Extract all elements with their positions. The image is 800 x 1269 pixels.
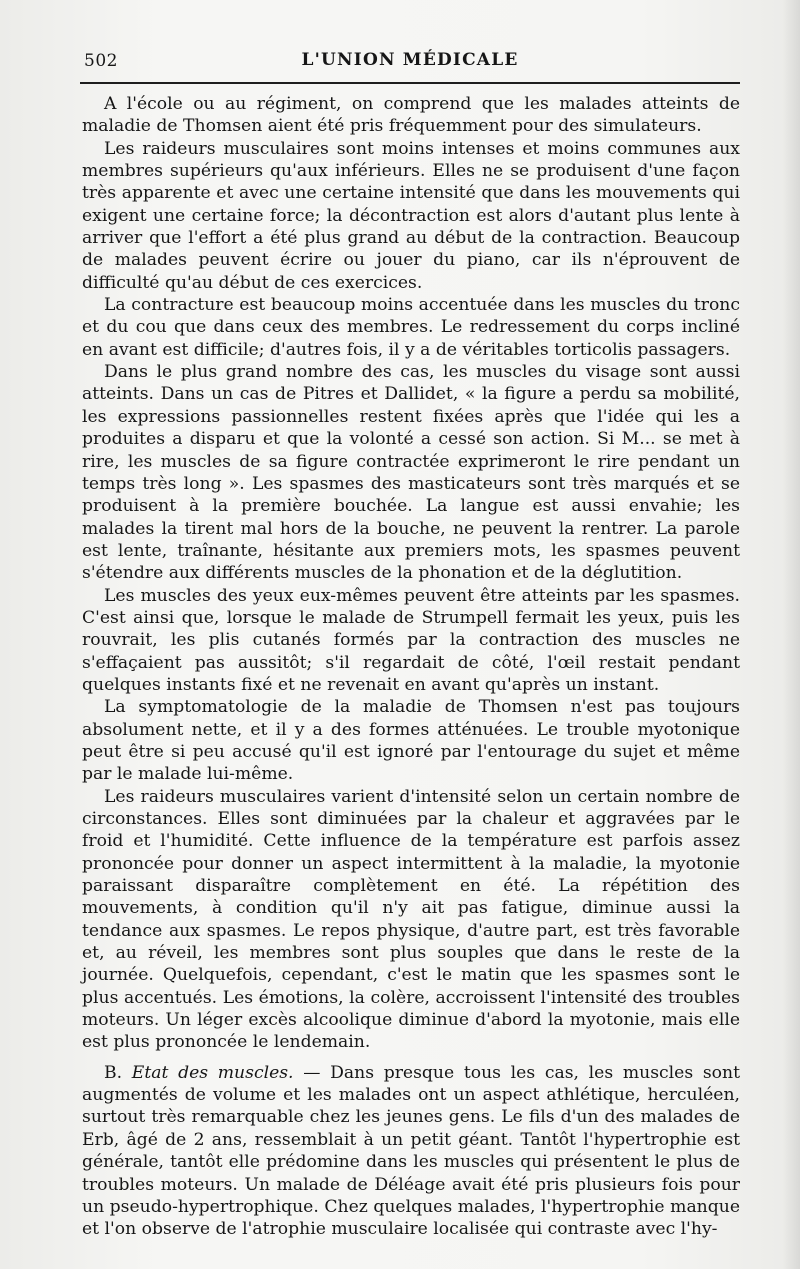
page-header	[80, 46, 740, 80]
section-b-paragraph	[82, 1062, 740, 1241]
paragraph-eyes: Les muscles des yeux eux-mêmes peuvent être atteints par les spasmes. C'est ainsi que, lorsque le malade de Strumpell fermait les yeux, puis les rouvrait, les plis cutanés formés par la contraction des muscles ne s'effaçaient pas aussitôt; s'il regardait de côté, l'œil restait pendant quelques instants fixé et ne revenait en avant qu'après un instant.	[82, 585, 740, 695]
paragraph-attenuated-forms: La symptomatologie de la maladie de Thomsen n'est pas toujours absolument nette, et il y a des formes atténuées. Le trouble myotonique peut être si peu accusé qu'il est ignoré par l'entourage du sujet et même par le malade lui-même.	[82, 697, 740, 785]
page-number: 502	[84, 51, 118, 71]
running-title: L'UNION MÉDICALE	[301, 50, 519, 70]
section-b-text: — Dans presque tous les cas, les muscles sont augmentés de volume et les malades ont un aspect athlétique, herculéen, surtout très remarquable chez les jeunes gens. Le fils d'un des malades de Erb, âgé de 2 ans, ressemblait à un petit géant. Tantôt l'hypertrophie est générale, tantôt elle prédomine dans les muscles qui présentent le plus de troubles moteurs. Un malade de Déléage avait été pris plusieurs fois pour un pseudo-hypertrophique. Chez quelques malades, l'hypertrophie manque et l'on observe de l'atrophie musculaire localisée qui contraste avec l'hy-	[82, 1062, 740, 1240]
section-b-title: Etat des muscles.	[131, 1062, 294, 1083]
body-text	[82, 93, 740, 1241]
paragraph-face: Dans le plus grand nombre des cas, les muscles du visage sont aussi atteints. Dans un cas de Pitres et Dallidet, « la figure a perdu sa mobilité, les expressions passionnelles restent fixées après que l'idée qui les a produites a disparu et que la volonté a cessé son action. Si M... se met à rire, les muscles de sa figure contractée exprimeront le rire pendant un temps très long ». Les spasmes des masticateurs sont très marqués et se produisent à la première bouchée. La langue est aussi envahie; les malades la tirent mal hors de la bouche, ne peuvent la rentrer. La parole est lente, traînante, hésitante aux premiers mots, les spasmes peuvent s'étendre aux différents muscles de la phonation et de la déglutition.	[82, 362, 740, 584]
section-b-label: B.	[104, 1062, 132, 1083]
paragraph-trunk: La contracture est beaucoup moins accentuée dans les muscles du tronc et du cou que dans ceux des membres. Le redressement du corps incliné en avant est difficile; d'autres fois, il y a de véritables torticolis passagers.	[82, 295, 740, 360]
page-edge-shadow	[782, 0, 800, 1269]
paragraph-upper-limbs: Les raideurs musculaires sont moins intenses et moins communes aux membres supérieurs qu'aux inférieurs. Elles ne se produisent d'une façon très apparente et avec une certaine intensité que dans les mouvements qui exigent une certaine force; la décontraction est alors d'autant plus lente à arriver que l'effort a été plus grand au début de la contraction. Beaucoup de malades peuvent écrire ou jouer du piano, car ils n'éprouvent de difficulté qu'au début de ces exercices.	[82, 138, 740, 293]
header-rule	[80, 82, 740, 84]
paragraph-circumstances: Les raideurs musculaires varient d'intensité selon un certain nombre de circonstances. Elles sont diminuées par la chaleur et aggravées par le froid et l'humidité. Cette influence de la température est parfois assez prononcée pour donner un aspect intermittent à la maladie, la myotonie paraissant disparaître complètement en été. La répétition des mouvements, à condition qu'il n'y ait pas fatigue, diminue aussi la tendance aux spasmes. Le repos physique, d'autre part, est très favorable et, au réveil, les membres sont plus souples que dans le reste de la journée. Quelquefois, cependant, c'est le matin que les spasmes sont le plus accentués. Les émotions, la colère, accroissent l'intensité des troubles moteurs. Un léger excès alcoolique diminue d'abord la myotonie, mais elle est plus prononcée le lendemain.	[82, 786, 740, 1053]
paragraph-simulators: A l'école ou au régiment, on comprend que les malades atteints de maladie de Thomsen aient été pris fréquemment pour des simulateurs.	[82, 94, 740, 137]
